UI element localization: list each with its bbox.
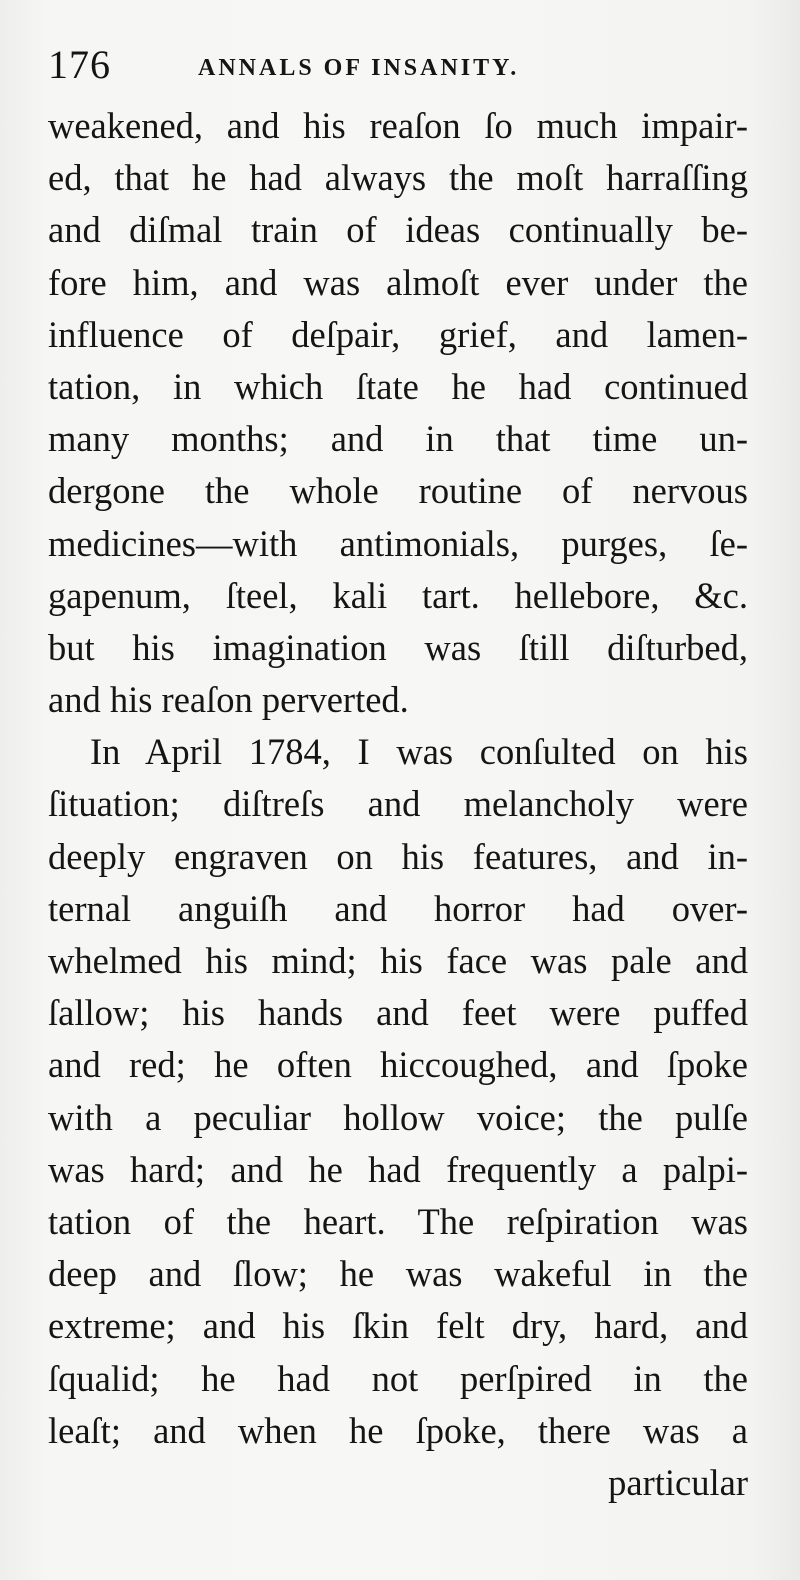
text-line: ſallow; his hands and feet were puffed xyxy=(48,992,748,1034)
text-line: gapenum, ſteel, kali tart. hellebore, &c. xyxy=(48,574,748,616)
text-line: and red; he often hiccoughed, and ſpoke xyxy=(48,1044,748,1086)
text-line: medicines—with antimonials, purges, ſe- xyxy=(48,522,748,564)
running-head: ANNALS OF INSANITY. xyxy=(198,55,520,81)
text-line: leaſt; and when he ſpoke, there was a xyxy=(48,1409,748,1451)
text-line: influence of deſpair, grief, and lamen- xyxy=(48,313,748,355)
text-line: weakened, and his reaſon ſo much impair- xyxy=(48,105,748,146)
paragraph-start-line: In April 1784, I was conſulted on his xyxy=(90,731,748,773)
body-text xyxy=(48,100,748,1509)
text-line: and diſmal train of ideas continually be- xyxy=(48,209,748,251)
text-line: ſituation; diſtreſs and melancholy were xyxy=(48,783,748,825)
text-line: ternal anguiſh and horror had over- xyxy=(48,887,748,929)
text-line: extreme; and his ſkin felt dry, hard, and xyxy=(48,1305,748,1347)
text-line: ſqualid; he had not perſpired in the xyxy=(48,1357,748,1399)
text-line: many months; and in that time un- xyxy=(48,418,748,460)
text-line: deep and ſlow; he was wakeful in the xyxy=(48,1253,748,1295)
paragraph-end-line: and his reaſon perverted. xyxy=(48,679,409,721)
text-line: dergone the whole routine of nervous xyxy=(48,470,748,512)
text-line: with a peculiar hollow voice; the pulſe xyxy=(48,1096,748,1138)
text-line: but his imagination was ſtill diſturbed, xyxy=(48,626,748,668)
text-line: was hard; and he had frequently a palpi- xyxy=(48,1148,748,1190)
text-line: deeply engraven on his features, and in- xyxy=(48,835,748,877)
text-line: fore him, and was almoſt ever under the xyxy=(48,261,748,303)
page-header xyxy=(48,40,748,90)
catchword: particular xyxy=(608,1461,748,1503)
text-line: tation, in which ſtate he had continued xyxy=(48,365,748,407)
page-number: 176 xyxy=(48,42,111,87)
text-line: whelmed his mind; his face was pale and xyxy=(48,940,748,981)
text-line: ed, that he had always the moſt harraſſing xyxy=(48,157,748,199)
text-line: tation of the heart. The reſpiration was xyxy=(48,1200,748,1242)
